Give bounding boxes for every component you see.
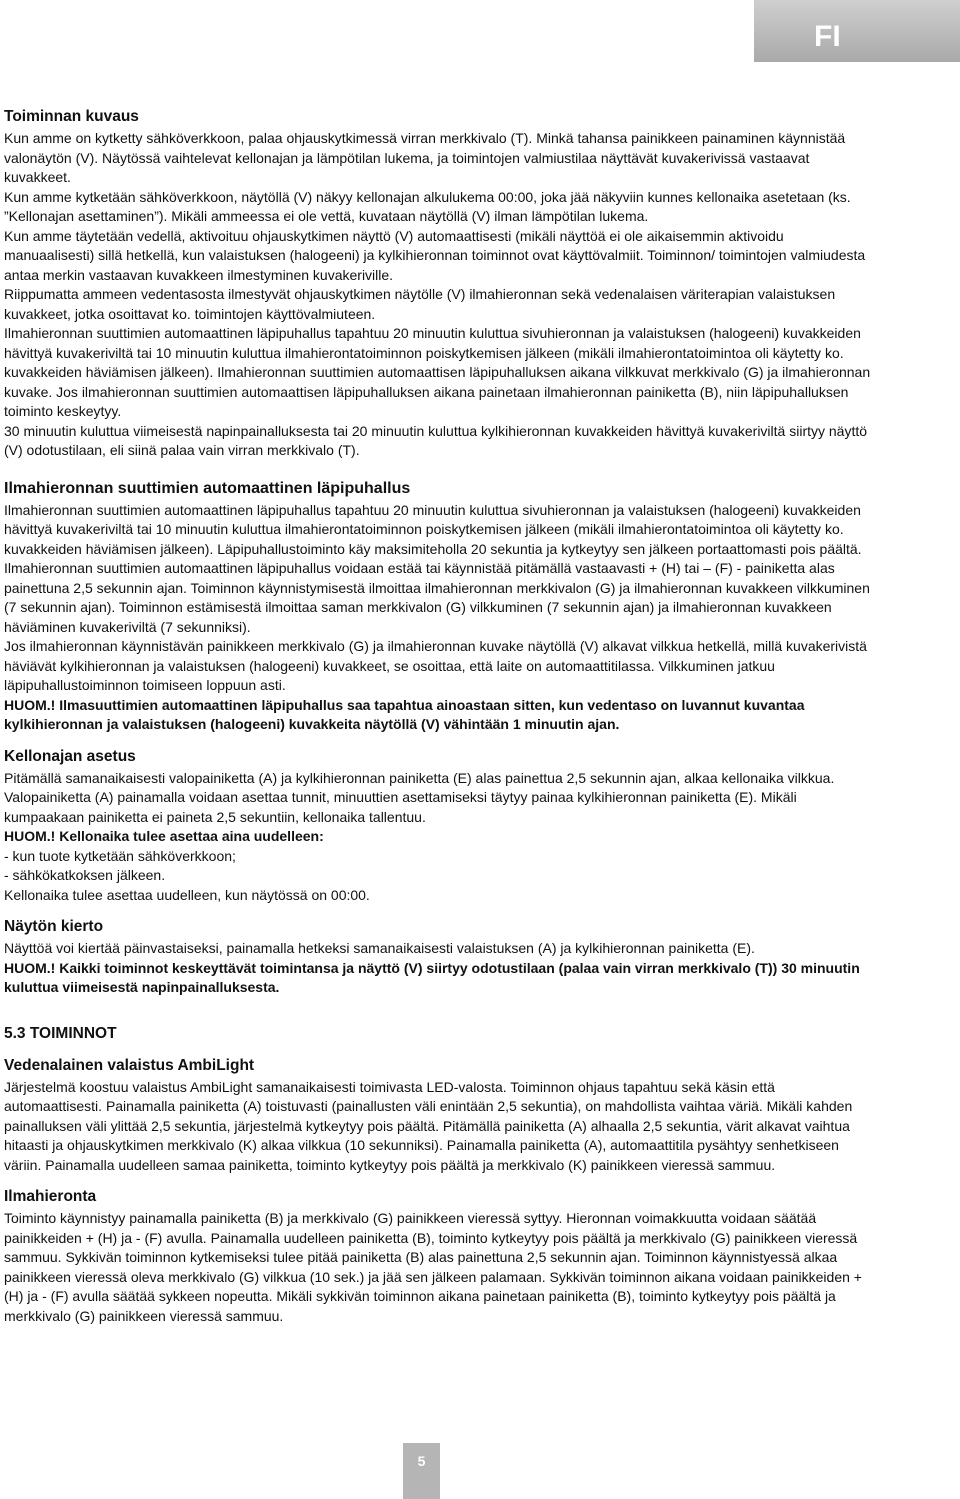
paragraph: Kellonaika tulee asettaa uudelleen, kun näytössä on 00:00. [4, 886, 370, 903]
section-title: Kellonajan asetus [4, 747, 136, 765]
section-title: Näytön kierto [4, 918, 104, 935]
paragraph: Toiminto käynnistyy painamalla painiketta (B) ja merkkivalo (G) painikkeen vieressä syttyy. Hieronnan voimakkuutta voidaan säätää painikkeiden + (H) ja - (F) avulla. Painamalla uudelleen painiketta (B), toiminto kytkeytyy pois päältä ja merkkivalo (G) painikkeen vieressä sammuu. Sykkivän toiminnon kytkemiseksi tulee pitää painiketta (B) alas painettuna 2,5 sekunnin ajan. Toiminnon käynnistyessä alkaa painikkeen vieressä oleva merkkivalo (G) vilkkua (10 sek.) ja jää sen jälkeen palamaan. Sykkivän toiminnon aikana voidaan painikkeiden + (H) ja - (F) avulla säätää sykkeen nopeutta. Mikäli sykkivän toiminnon aikana painetaan painiketta (B), toiminto kytkeytyy pois päältä ja merkkivalo (G) painikkeen vieressä sammuu. [4, 1210, 862, 1324]
section-title: Ilmahieronta [4, 1188, 97, 1205]
list-item: - sähkökatkoksen jälkeen. [4, 867, 166, 883]
paragraph: Kun amme kytketään sähköverkkoon, näytöllä (V) näkyy kellonajan alkulukema 00:00, joka jää näkyviin kunnes kellonaika asetetaan (ks. ”Kellonajan asettaminen”). Mikäli ammeessa ei ole vettä, kuvataan näytöllä (V) ilman lämpötilan lukema. [4, 188, 851, 224]
section-ilmahieronta [4, 1187, 876, 1326]
section-toiminnan-kuvaus [4, 107, 876, 461]
paragraph: Ilmahieronnan suuttimien automaattinen läpipuhallus tapahtuu 20 minuutin kuluttua sivuhieronnan ja valaistuksen (halogeeni) kuvakkeiden hävittyä kuvakeriviltä tai 10 minuutin kuluttua ilmahierontatoiminnon poiskytkemisen jälkeen (mikäli ilmahierontatoimintoa oli käytetty ko. kuvakkeiden häviämisen jälkeen). Ilmahieronnan suuttimien automaattisen läpipuhalluksen aikana vilkkuvat merkkivalo (G) ja ilmahieronnan kuvake. Jos ilmahieronnan suuttimien automaattisen läpipuhalluksen aikana painetaan ilmahieronnan painiketta (B), niin läpipuhalluksen toiminto keskeytyy. [4, 325, 871, 419]
section-nayton-kierto [4, 917, 876, 998]
page-content [4, 107, 876, 1338]
page-number [403, 1443, 440, 1499]
paragraph: Kun amme täytetään vedellä, aktivoituu ohjauskytkimen näyttö (V) automaattisesti (mikäli näyttöä ei ole aikaisemmin aktivoidu manuaalisesti) sillä hetkellä, kun valaistuksen (halogeeni) ja kylkihieronnan toiminnot ovat käyttövalmiit. Toiminnon/ toimintojen valmiudesta antaa merkin vastaavan kuvakkeen ilmestyminen kuvakeriville. [4, 227, 866, 283]
paragraph: Kun amme on kytketty sähköverkkoon, palaa ohjauskytkimessä virran merkkivalo (T). Minkä tahansa painikkeen painaminen käynnistää valonäytön (V). Näytössä vaihtelevat kellonajan ja lämpötilan lukema, ja toimintojen valmiustilaa näyttävät kuvakerivissä vastaavat kuvakkeet. [4, 130, 846, 185]
section-kellonajan-asetus [4, 747, 876, 906]
paragraph: Ilmahieronnan suuttimien automaattinen läpipuhallus voidaan estää tai käynnistää pitämällä vastaavasti + (H) tai – (F) - painiketta alas painettuna 2,5 sekunnin ajan. Toiminnon käynnistymisestä ilmoittaa ilmahieronnan merkkivalon (G) ja ilmahieronnan kuvakkeen vilkkuminen (7 sekunnin ajan). Toiminnon estämisestä ilmoittaa saman merkkivalon (G) vilkkuminen (7 sekunnin ajan) ja ilmahieronnan kuvakkeen häviäminen kuvakeriviltä (7 sekunniksi). [4, 560, 870, 635]
paragraph: Järjestelmä koostuu valaistus AmbiLight samanaikaisesti toimivasta LED-valosta. Toiminnon ohjaus tapahtuu sekä käsin että automaattisesti. Painamalla painiketta (A) toistuvasti (painallusten väli enintään 2,5 sekuntia), on mahdollista vaihtaa väriä. Mikäli kahden painalluksen väli ylittää 2,5 sekuntia, järjestelmä kytkeytyy pois päältä. Pitämällä painiketta (A) alhaalla 2,5 sekuntia, värit alkavat vaihtua hitaasti ja ohjauskytkimen merkkivalo (K) alkaa vilkkua (10 sekunniksi). Painamalla painiketta (A), automaattitila pysähtyy senhetkiseen väriin. Painamalla uudelleen samaa painiketta, toiminto kytkeytyy pois päältä ja merkkivalo (K) painikkeen vieressä sammuu. [4, 1078, 853, 1173]
paragraph: Ilmahieronnan suuttimien automaattinen läpipuhallus tapahtuu 20 minuutin kuluttua sivuhieronnan ja valaistuksen (halogeeni) kuvakkeiden hävittyä kuvakeriviltä tai 10 minuutin kuluttua ilmahierontatoiminnon poiskytkemisen jälkeen (mikäli ilmahierontatoimintoa oli käytetty ko. kuvakkeiden häviämisen jälkeen). Läpipuhallustoiminto käy maksimiteholla 20 sekuntia ja kytkeytyy sen jälkeen portaattomasti pois päältä. [4, 501, 862, 557]
paragraph: Jos ilmahieronnan käynnistävän painikkeen merkkivalo (G) ja ilmahieronnan kuvake näytöllä (V) alkavat vilkkua hetkellä, millä kuvakerivistä häviävät kylkihieronnan ja valaistuksen (halogeeni) kuvakkeet, se osoittaa, että laite on automaattitilassa. Vilkkuminen jatkuu läpipuhallustoiminnon toimiseen loppuun asti. [4, 638, 867, 693]
paragraph: 30 minuutin kuluttua viimeisestä napinpainalluksesta tai 20 minuutin kuluttua kylkihieronnan kuvakkeiden hävittyä kuvakeriviltä siirtyy näyttö (V) odotustilaan, eli siinä palaa vain virran merkkivalo (T). [4, 422, 868, 458]
paragraph: Riippumatta ammeen vedentasosta ilmestyvät ohjauskytkimen näytölle (V) ilmahieronnan sekä vedenalaisen väriterapian valaistuksen kuvakkeet, jotka osoittavat ko. toimintojen käyttövalmiuteen. [4, 286, 836, 322]
warning-note: HUOM.! Ilmasuuttimien automaattinen läpipuhallus saa tapahtua ainoastaan sitten, kun vedentaso on luvannut kuvantaa kylkihieronnan ja valaistuksen (halogeeni) kuvakkeita näytöllä (V) vähintään 1 minuutin ajan. [4, 696, 805, 732]
section-title: Ilmahieronnan suuttimien automaattinen läpipuhallus [4, 479, 411, 497]
list-item: - kun tuote kytketään sähköverkkoon; [4, 847, 236, 864]
warning-note: HUOM.! Kaikki toiminnot keskeyttävät toimintansa ja näyttö (V) siirtyy odotustilaan (palaa vain virran merkkivalo (T)) 30 minuutin kuluttua viimeisestä napinpainalluksesta. [4, 959, 860, 995]
language-code: FI [814, 20, 841, 53]
chapter-title: 5.3 TOIMINNOT [4, 1024, 117, 1042]
paragraph: Näyttöä voi kiertää päinvastaiseksi, painamalla hetkeksi samanaikaisesti valaistuksen (A) ja kylkihieronnan painiketta (E). [4, 940, 755, 956]
warning-note: HUOM.! Kellonaika tulee asettaa aina uudelleen: [4, 828, 324, 844]
page-number-text: 5 [417, 1453, 426, 1469]
paragraph: Pitämällä samanaikaisesti valopainiketta (A) ja kylkihieronnan painiketta (E) alas painettua 2,5 sekunnin ajan, alkaa kellonaika vilkkua. Valopainiketta (A) painamalla voidaan asettaa tunnit, minuuttien asettamiseksi täytyy painaa kylkihieronnan painiketta (E). Mikäli kumpaakaan painiketta ei paineta 2,5 sekuntiin, kellonaika tallentuu. [4, 769, 835, 825]
section-lapipuhallus [4, 479, 876, 735]
language-tab [754, 0, 960, 62]
section-toiminnot [4, 1024, 876, 1044]
section-ambilight [4, 1056, 876, 1176]
section-title: Toiminnan kuvaus [4, 108, 139, 125]
section-title: Vedenalainen valaistus AmbiLight [4, 1056, 255, 1074]
